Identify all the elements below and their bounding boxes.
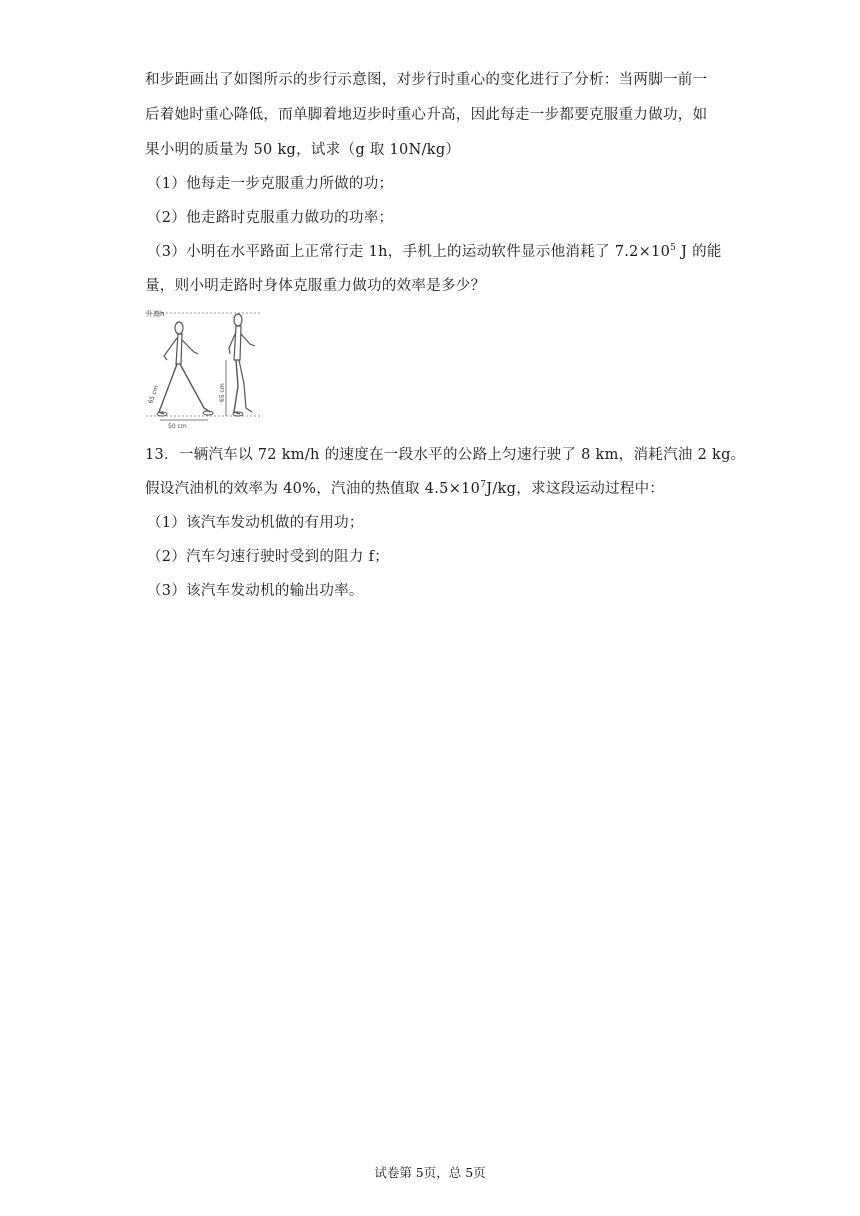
q13-sub-question-3: （3）该汽车发动机的输出功率。 <box>147 583 364 599</box>
right-figure-body <box>234 326 241 360</box>
page-footer: 试卷第 5页，总 5页 <box>374 1165 486 1180</box>
right-leg-length-label: 65 cm <box>219 383 226 402</box>
right-figure-arm-right <box>241 334 255 346</box>
right-figure-leg-2 <box>239 360 252 412</box>
left-figure-leg-back <box>159 364 177 414</box>
q13-line2-text-a: 假设汽油机的效率为 40%，汽油的热值取 4.5×10 <box>145 481 481 497</box>
q12-text-line-2: 后着她时重心降低，而单脚着地迈步时重心升高，因此每走一步都要克服重力做功，如 <box>145 107 708 123</box>
q12-sub-question-1: （1）他每走一步克服重力所做的功； <box>147 176 394 192</box>
left-figure-foot-front <box>203 411 213 415</box>
right-figure-leg <box>234 360 240 414</box>
q13-line2-exponent: 7 <box>480 480 487 490</box>
q12-sub3-exponent: 5 <box>670 243 677 253</box>
q12-sub-question-2: （2）他走路时克服重力做功的功率； <box>147 210 394 226</box>
step-width-label: 50 cm <box>168 423 187 428</box>
q12-sub3-text-b: J 的能 <box>676 244 722 260</box>
q12-sub3-text-a: （3）小明在水平路面上正常行走 1h，手机上的运动软件显示他消耗了 7.2×10 <box>147 244 671 260</box>
left-figure-arm-right <box>182 340 198 354</box>
q13-line2-text-b: J/kg，求这段运动过程中： <box>486 481 665 497</box>
walking-diagram-svg <box>142 308 266 428</box>
q12-sub-question-3-line-2: 量，则小明走路时身体克服重力做功的效率是多少？ <box>145 278 486 294</box>
q12-text-line-3: 果小明的质量为 50 kg，试求（g 取 10N/kg） <box>145 142 461 158</box>
q13-sub-question-1: （1）该汽车发动机做的有用功； <box>147 515 364 531</box>
right-figure-head <box>234 314 242 326</box>
left-figure-leg-front <box>180 364 210 412</box>
q12-sub-question-3 <box>147 242 722 262</box>
q13-sub-question-2: （2）汽车匀速行驶时受到的阻力 f； <box>147 549 390 565</box>
left-figure-arm-left <box>164 338 177 360</box>
q13-text-line-2 <box>145 479 664 499</box>
q12-text-line-1: 和步距画出了如图所示的步行示意图，对步行时重心的变化进行了分析：当两脚一前一 <box>145 72 708 88</box>
walking-diagram <box>142 308 266 428</box>
left-leg-length-label: 65 cm <box>147 384 161 405</box>
left-figure-head <box>175 322 183 334</box>
raise-h-label: 升高h <box>146 310 165 318</box>
q13-text-line-1: 13．一辆汽车以 72 km/h 的速度在一段水平的公路上匀速行驶了 8 km，消耗汽油 2 kg。 <box>145 447 746 463</box>
